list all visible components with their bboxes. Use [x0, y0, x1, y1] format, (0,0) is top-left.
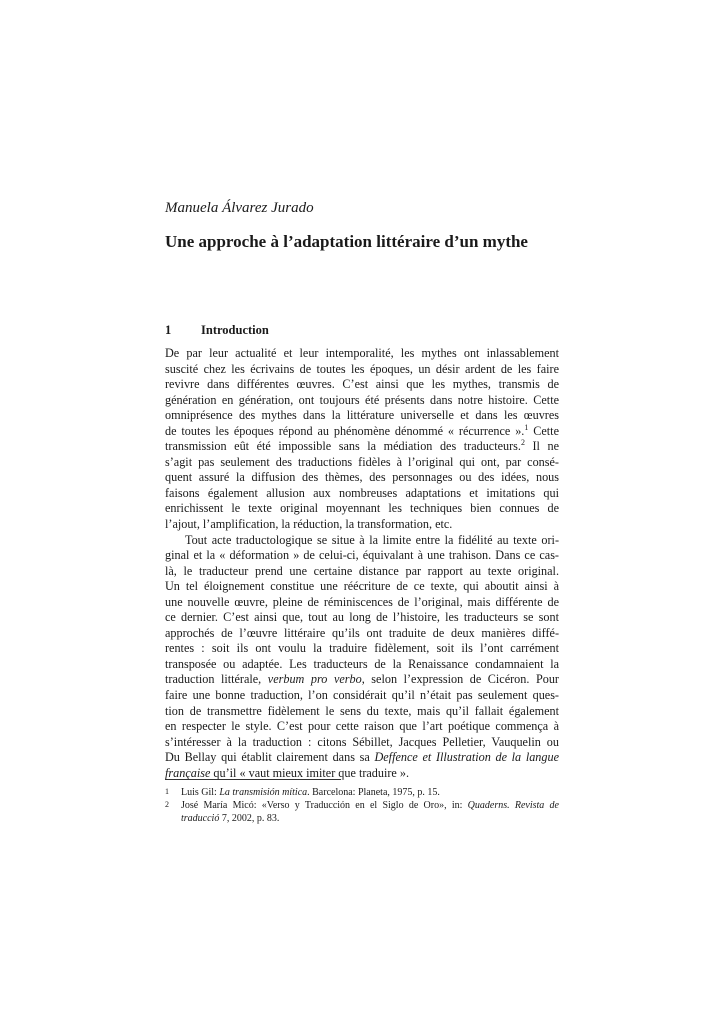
- text-line: transposée ou adaptée. Les traducteurs de la Renaissance condamnaient la: [165, 656, 559, 671]
- text-line: une nouvelle œuvre, pleine de réminiscences de l’original, mais différente de: [165, 594, 559, 609]
- text-span: Cette: [528, 423, 559, 438]
- footnote-2: [165, 799, 559, 825]
- italic-title: Quaderns. Revista de: [467, 800, 559, 811]
- section-heading: [165, 322, 269, 338]
- text-line: faisons également allusion aux nombreuses adaptations et imitations qui: [165, 485, 559, 500]
- text-span: , selon l’expression de Cicéron. Pour: [361, 672, 559, 687]
- paragraph-1: [165, 346, 559, 533]
- footnote-text: [181, 799, 559, 825]
- footnote-text: [181, 786, 559, 799]
- italic-title: française: [165, 765, 211, 780]
- text-line: [165, 439, 559, 455]
- text-line: ce dernier. C’est ainsi que, tout au long de l’histoire, les traducteurs se sont: [165, 610, 559, 625]
- text-line: en respecter le style. C’est pour cette raison que l’art poétique commença à: [165, 719, 559, 734]
- text-line: Un tel éloignement constitue une réécriture de ce texte, qui aboutit ainsi à: [165, 579, 559, 594]
- text-line: là, le traducteur prend une certaine distance par rapport au texte original.: [165, 563, 559, 578]
- section-title: Introduction: [201, 323, 269, 337]
- text-line: De par leur actualité et leur intemporalité, les mythes ont inlassablement: [165, 346, 559, 360]
- text-line: quent assuré la diffusion des thèmes, des personnages ou des idées, nous: [165, 470, 559, 485]
- footnote-1: [165, 786, 559, 799]
- body-text: [165, 346, 559, 781]
- text-line: [165, 672, 559, 688]
- text-span: transmission eût été impossible sans la médiation des traducteurs.: [165, 439, 521, 454]
- text-span: . Barcelona: Planeta, 1975, p. 15.: [307, 787, 440, 798]
- text-line: enrichissent le texte original moyennant les techniques bien connues de: [165, 501, 559, 516]
- text-line: s’agit pas seulement des traductions fidèles à l’original qui ont, par consé-: [165, 454, 559, 469]
- text-span: 7, 2002, p. 83.: [219, 813, 280, 824]
- text-line: Tout acte traductologique se situe à la limite entre la fidélité au texte ori-: [185, 532, 559, 547]
- text-line: ginal et la « déformation » de celui-ci, équivalant à une trahison. Dans ce cas-: [165, 548, 559, 563]
- text-line: [165, 424, 559, 440]
- text-line: génération en génération, ont toujours été présents dans notre histoire. Cette: [165, 392, 559, 407]
- footnote-mark: 1: [165, 787, 169, 796]
- section-number: 1: [165, 323, 172, 337]
- text-span: Il ne: [524, 439, 559, 454]
- footnote-mark: 2: [165, 800, 169, 809]
- text-line: s’intéresser à la traduction : citons Sébillet, Jacques Pelletier, Vauquelin ou: [165, 734, 559, 749]
- footnote-separator: [165, 779, 341, 780]
- italic-title: La transmisión mítica: [219, 787, 308, 798]
- footnote-ref-1[interactable]: 1: [524, 422, 529, 432]
- text-span: Luis Gil:: [181, 787, 220, 798]
- text-span: de toutes les époques répond au phénomène dénommé « récurrence ».: [165, 423, 525, 438]
- footnote-ref-2[interactable]: 2: [520, 438, 525, 448]
- text-line: l’ajout, l’amplification, la réduction, la transformation, etc.: [165, 517, 453, 532]
- author-name: Manuela Álvarez Jurado: [165, 200, 314, 216]
- italic-title: Deffence et Illustration de la langue: [374, 750, 559, 765]
- text-span: qu’il « vaut mieux imiter que traduire ».: [210, 765, 410, 780]
- text-line: approchés de l’œuvre littéraire qu’ils ont traduite de deux manières diffé-: [165, 625, 559, 640]
- italic-title: traducció: [181, 813, 220, 824]
- text-line: faire une bonne traduction, l’on considérait qu’il n’était pas seulement ques-: [165, 688, 559, 703]
- text-line: tion de transmettre fidèlement le sens du texte, mais qu’il fallait également: [165, 703, 559, 718]
- text-line: revivre dans différentes œuvres. C’est ainsi que les mythes, transmis de: [165, 377, 559, 392]
- text-line: rentes : soit ils ont voulu la traduire fidèlement, soit ils l’ont carrément: [165, 641, 559, 656]
- text-line: omniprésence des mythes dans la littérature universelle et dans les œuvres: [165, 408, 559, 423]
- italic-phrase: verbum pro verbo: [267, 672, 362, 687]
- text-span: Du Bellay qui établit clairement dans sa: [165, 750, 375, 765]
- text-span: José María Micó: «Verso y Traducción en el Siglo de Oro», in:: [181, 800, 468, 811]
- text-span: traduction littérale,: [165, 672, 268, 687]
- article-title: Une approche à l’adaptation littéraire d’un mythe: [165, 232, 528, 251]
- text-line: [165, 750, 559, 766]
- footnotes: [165, 786, 559, 825]
- text-line: suscité chez les écrivains de toutes les époques, un désir ardent de les faire: [165, 361, 559, 376]
- paragraph-2: [165, 533, 559, 782]
